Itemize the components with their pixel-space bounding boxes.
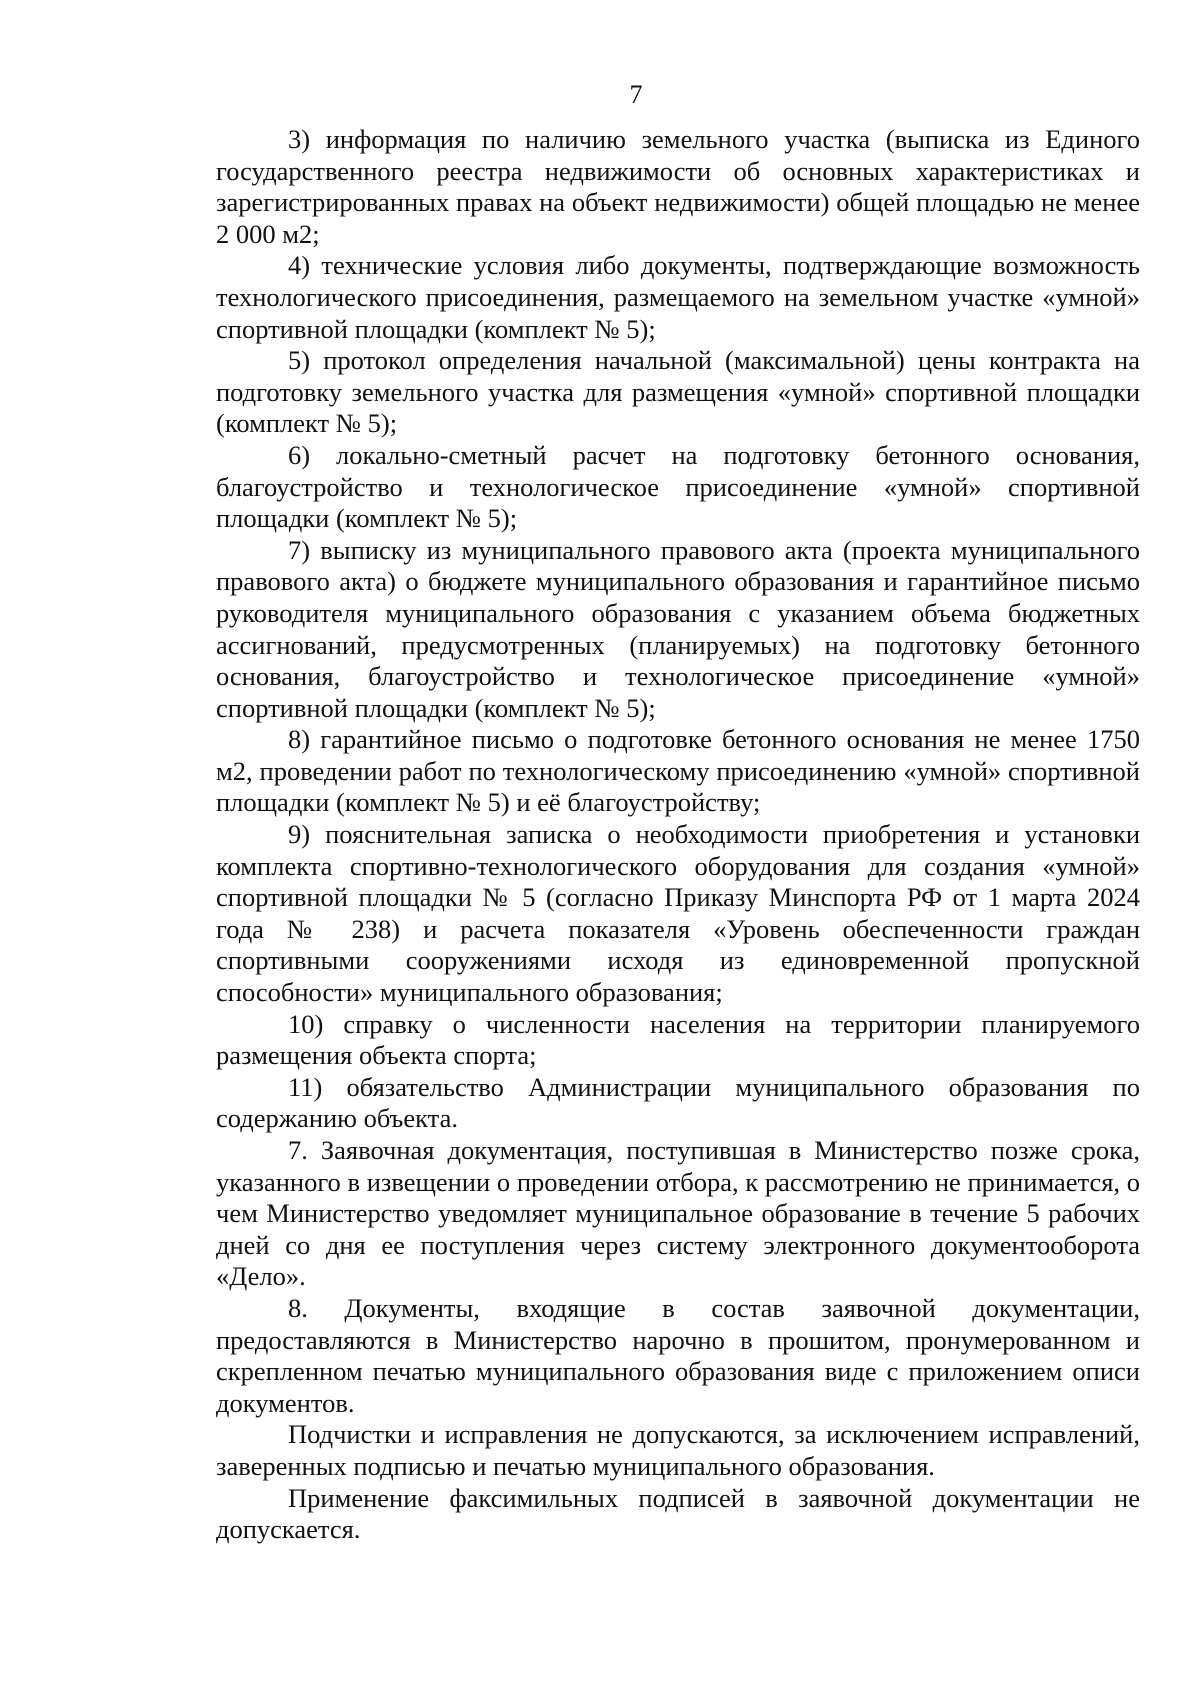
list-item-9-explanatory-note: 9) пояснительная записка о необходимости приобретения и установки комплекта спортивно-технологического оборудования для создания «умной» спортивной площадки № 5 (согласно Приказу Минспорта РФ от 1 марта 2024 года № 238) и расчета показателя «Уровень обеспеченности граждан спортивными сооружениями исходя из единовременной пропускной способности» муниципального образования; (216, 819, 1140, 1008)
clause-7-late-submission: 7. Заявочная документация, поступившая в Министерство позже срока, указанного в извещении о проведении отбора, к рассмотрению не принимается, о чем Министерство уведомляет муниципальное образование в течение 5 рабочих дней со дня ее поступления через систему электронного документооборота «Дело». (216, 1135, 1140, 1292)
clause-8-document-submission: 8. Документы, входящие в состав заявочной документации, предоставляются в Министерство нарочно в прошитом, пронумерованном и скрепленном печатью муниципального образования виде с приложением описи документов. (216, 1292, 1140, 1418)
list-item-11-maintenance-obligation: 11) обязательство Администрации муниципального образования по содержанию объекта. (216, 1071, 1140, 1134)
page-number: 7 (629, 80, 643, 109)
corrections-paragraph: Подчистки и исправления не допускаются, за исключением исправлений, заверенных подписью и печатью муниципального образования. (216, 1419, 1140, 1481)
facsimile-paragraph: Применение факсимильных подписей в заявочной документации не допускается. (216, 1482, 1140, 1545)
list-item-6-cost-estimate: 6) локально-сметный расчет на подготовку бетонного основания, благоустройство и технологическое присоединение «умной» спортивной площадки (комплект № 5); (216, 439, 1140, 534)
list-item-3-land-plot-info: 3) информация по наличию земельного участка (выписка из Единого государственного реестра недвижимости об основных характеристиках и зарегистрированных правах на объект недвижимости) общей площадью не менее 2 000 м2; (216, 124, 1140, 249)
list-item-7-budget-extract: 7) выписку из муниципального правового акта (проекта муниципального правового акта) о бюджете муниципального образования и гарантийное письмо руководителя муниципального образования с указанием объема бюджетных ассигнований, предусмотренных (планируемых) на подготовку бетонного основания, благоустройство и технологическое присоединение «умной» спортивной площадки (комплект № 5); (216, 534, 1140, 723)
document-body (216, 124, 1140, 1546)
list-item-10-population-certificate: 10) справку о численности населения на территории планируемого размещения объекта спорта; (216, 1008, 1140, 1071)
list-item-5-price-protocol: 5) протокол определения начальной (максимальной) цены контракта на подготовку земельного участка для размещения «умной» спортивной площадки (комплект № 5); (216, 345, 1140, 439)
list-item-8-guarantee-letter: 8) гарантийное письмо о подготовке бетонного основания не менее 1750 м2, проведении работ по технологическому присоединению «умной» спортивной площадки (комплект № 5) и её благоустройству; (216, 724, 1140, 818)
list-item-4-technical-conditions: 4) технические условия либо документы, подтверждающие возможность технологического присоединения, размещаемого на земельном участке «умной» спортивной площадки (комплект № 5); (216, 250, 1140, 344)
